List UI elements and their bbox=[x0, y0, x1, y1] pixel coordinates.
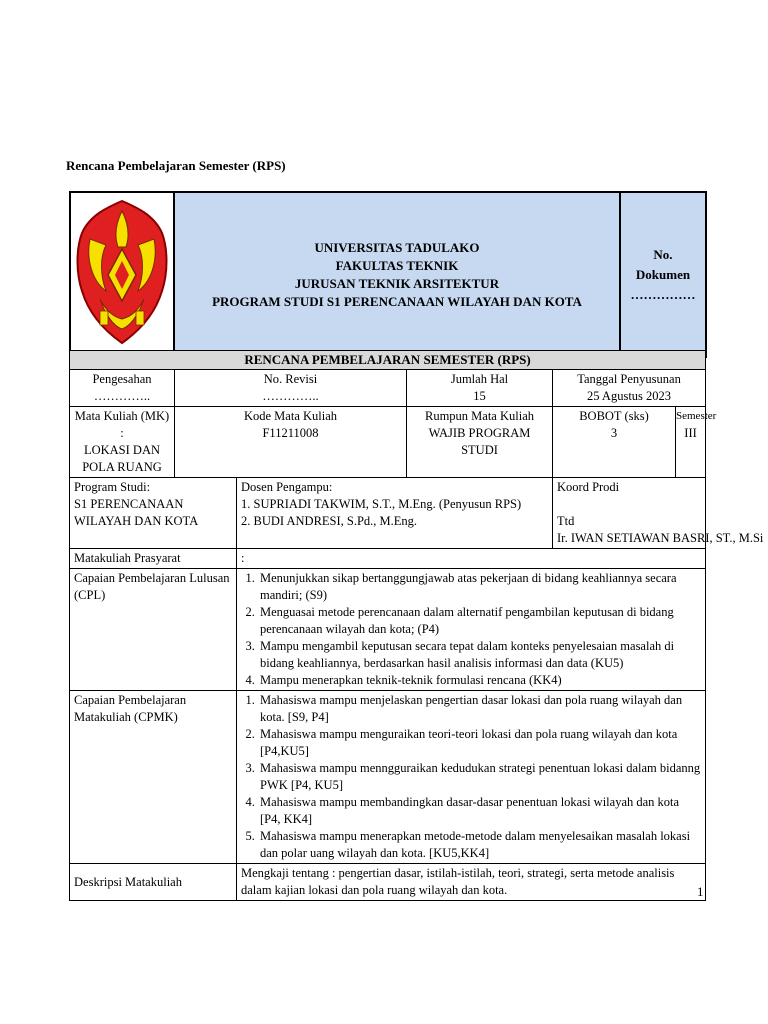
cpl-list bbox=[241, 570, 701, 689]
bobot-cell bbox=[553, 407, 676, 478]
bobot-label: BOBOT (sks) bbox=[579, 409, 649, 423]
document-number-cell bbox=[620, 192, 706, 357]
signature-text: Ttd bbox=[557, 514, 575, 528]
kode-cell bbox=[175, 407, 407, 478]
list-item: 1. Mahasiswa mampu menjelaskan pengertian dasar lokasi dan pola ruang wilayah dan kota. [S9, P4] bbox=[258, 692, 701, 726]
dosen-item: 2. BUDI ANDRESI, S.Pd., M.Eng. bbox=[241, 514, 418, 528]
university-logo-icon bbox=[76, 199, 168, 345]
revisi-value: ………….. bbox=[262, 389, 319, 403]
jumlah-hal-label: Jumlah Hal bbox=[450, 372, 509, 386]
jumlah-hal-cell bbox=[407, 370, 553, 407]
jumlah-hal-value: 15 bbox=[473, 389, 486, 403]
pengesahan-value: ………….. bbox=[93, 389, 151, 403]
mata-kuliah-label: Mata Kuliah (MK) : bbox=[74, 409, 170, 440]
kode-value: F11211008 bbox=[262, 426, 319, 440]
koord-prodi-cell bbox=[553, 478, 764, 549]
list-item: 1. Menunjukkan sikap bertanggungjawab atas pekerjaan di bidang keahliannya secara mandiri; (S9) bbox=[258, 570, 701, 604]
mata-kuliah-cell bbox=[70, 407, 175, 478]
tanggal-label: Tanggal Penyusunan bbox=[577, 372, 681, 386]
semester-label: Semester bbox=[676, 410, 717, 422]
list-item: 4. Mampu menerapkan teknik-teknik formulasi rencana (KK4) bbox=[258, 672, 701, 689]
semester-cell bbox=[676, 407, 717, 478]
koord-prodi-name: Ir. IWAN SETIAWAN BASRI, ST., M.Si bbox=[557, 531, 764, 545]
tanggal-value: 25 Agustus 2023 bbox=[587, 389, 672, 403]
cpl-label: Capaian Pembelajaran Lulusan (CPL) bbox=[70, 569, 237, 691]
revisi-label: No. Revisi bbox=[263, 372, 318, 386]
semester-value: III bbox=[684, 426, 697, 440]
revisi-cell bbox=[175, 370, 407, 407]
deskripsi-value: Mengkaji tentang : pengertian dasar, istilah-istilah, teori, strategi, serta metode analisis dalam kajian lokasi dan pola ruang wilayah dan kota. bbox=[237, 864, 706, 901]
dosen-cell bbox=[237, 478, 553, 549]
deskripsi-label: Deskripsi Matakuliah bbox=[70, 864, 237, 901]
cpmk-row bbox=[70, 691, 706, 864]
document-title: Rencana Pembelajaran Semester (RPS) bbox=[66, 158, 286, 173]
institution-header bbox=[174, 192, 620, 357]
faculty-name: FAKULTAS TEKNIK bbox=[335, 257, 459, 273]
list-item: 2. Mahasiswa mampu menguraikan teori-teori lokasi dan pola ruang wilayah dan kota [P4,KU5] bbox=[258, 726, 701, 760]
program-name: PROGRAM STUDI S1 PERENCANAAN WILAYAH DAN KOTA bbox=[212, 293, 582, 309]
mata-kuliah-value: LOKASI DAN POLA RUANG bbox=[82, 443, 162, 474]
rps-table bbox=[69, 350, 764, 901]
koord-prodi-label: Koord Prodi bbox=[557, 480, 620, 494]
document-number-value: …………… bbox=[630, 286, 696, 302]
bobot-value: 3 bbox=[610, 426, 618, 440]
cpmk-list bbox=[241, 692, 701, 862]
logo-cell bbox=[70, 192, 174, 357]
course-row bbox=[70, 407, 706, 478]
prasyarat-row bbox=[70, 549, 706, 569]
program-studi-cell bbox=[70, 478, 237, 549]
list-item: 2. Menguasai metode perencanaan dalam alternatif pengambilan keputusan di bidang perencanaan wilayah dan kota; (P4) bbox=[258, 604, 701, 638]
cpmk-label: Capaian Pembelajaran Matakuliah (CPMK) bbox=[70, 691, 237, 864]
dosen-item: 1. SUPRIADI TAKWIM, S.T., M.Eng. (Penyusun RPS) bbox=[241, 497, 522, 511]
rumpun-cell bbox=[407, 407, 553, 478]
staff-row bbox=[70, 478, 706, 549]
list-item: 4. Mahasiswa mampu membandingkan dasar-dasar penentuan lokasi wilayah dan kota [P4, KK4] bbox=[258, 794, 701, 828]
cpmk-list-cell bbox=[237, 691, 706, 864]
deskripsi-row bbox=[70, 864, 706, 901]
info-row bbox=[70, 370, 706, 407]
list-item: 3. Mahasiswa mampu menngguraikan kedudukan strategi penentuan lokasi dalam bidanng PWK [P4, KU5] bbox=[258, 760, 701, 794]
university-name: UNIVERSITAS TADULAKO bbox=[314, 239, 480, 255]
rps-section-title: RENCANA PEMBELAJARAN SEMESTER (RPS) bbox=[70, 351, 706, 370]
list-item: 3. Mampu mengambil keputusan secara tepat dalam konteks penyelesaian masalah di bidang keahliannya, berdasarkan hasil analisis informasi dan data (KU5) bbox=[258, 638, 701, 672]
pengesahan-cell bbox=[70, 370, 175, 407]
page-number: 1 bbox=[697, 884, 704, 899]
cpl-row bbox=[70, 569, 706, 691]
kode-label: Kode Mata Kuliah bbox=[243, 409, 338, 423]
rumpun-value: WAJIB PROGRAM STUDI bbox=[428, 426, 531, 457]
header-table bbox=[69, 191, 707, 358]
department-name: JURUSAN TEKNIK ARSITEKTUR bbox=[294, 275, 500, 291]
list-item: 5. Mahasiswa mampu menerapkan metode-metode dalam menyelesaikan masalah lokasi dan polar uang wilayah dan kota. [KU5,KK4] bbox=[258, 828, 701, 862]
document-number-label: No. Dokumen bbox=[635, 246, 691, 282]
pengesahan-label: Pengesahan bbox=[92, 372, 152, 386]
program-studi-value: S1 PERENCANAAN WILAYAH DAN KOTA bbox=[74, 497, 199, 528]
prasyarat-label: Matakuliah Prasyarat bbox=[70, 549, 237, 569]
tanggal-cell bbox=[553, 370, 706, 407]
cpl-list-cell bbox=[237, 569, 706, 691]
prasyarat-value: : bbox=[237, 549, 706, 569]
program-studi-label: Program Studi: bbox=[74, 480, 151, 494]
rumpun-label: Rumpun Mata Kuliah bbox=[424, 409, 534, 423]
dosen-label: Dosen Pengampu: bbox=[241, 480, 333, 494]
